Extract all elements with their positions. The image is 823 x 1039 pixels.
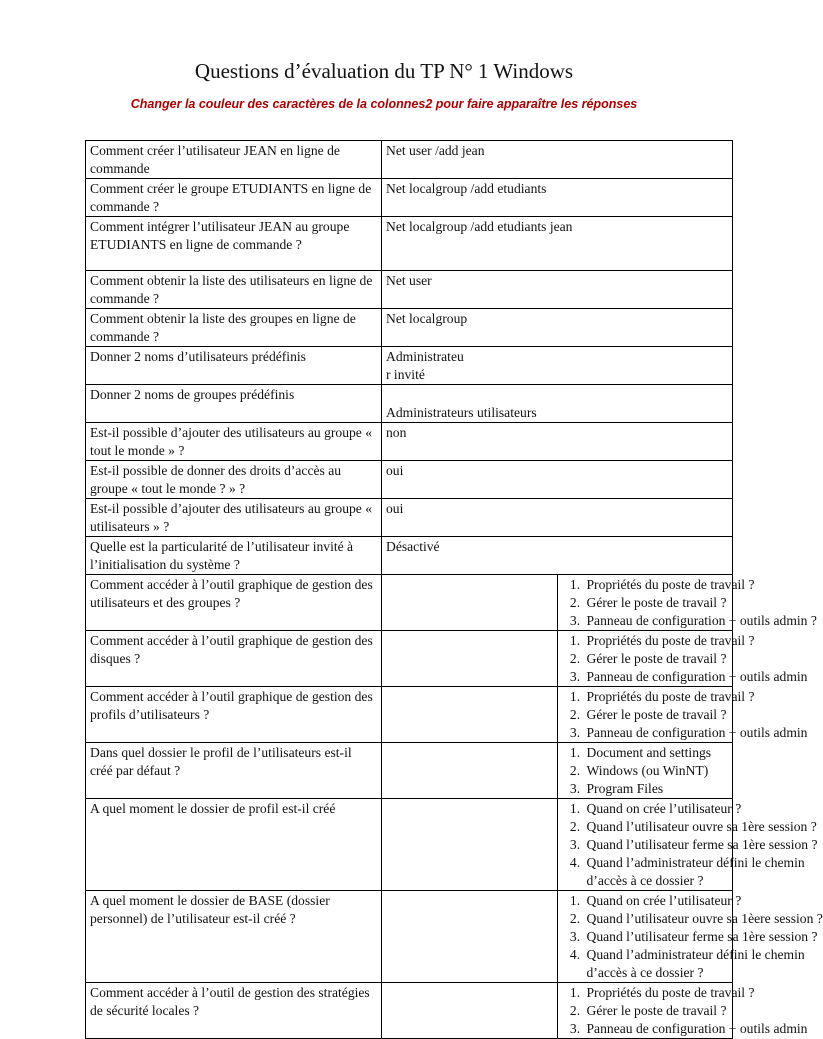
answer-options-cell [557, 575, 817, 631]
question-cell: Donner 2 noms d’utilisateurs prédéfinis [86, 347, 382, 385]
table-row [86, 385, 733, 423]
answer-option: 2. Gérer le poste de travail ? [584, 650, 729, 668]
answer-option: 3. Panneau de configuration + outils admin [584, 724, 729, 742]
answer-options-list [562, 632, 808, 686]
instruction-text: Changer la couleur des caractères de la colonnes2 pour faire apparaître les réponses [130, 97, 638, 111]
answer-option: 4. Quand l’administrateur défini le chemin [584, 946, 729, 964]
table-row [86, 891, 733, 983]
document-title: Questions d’évaluation du TP N° 1 Windows [194, 59, 574, 83]
table-row [86, 631, 733, 687]
table-row [86, 347, 733, 385]
answer-options-list [562, 688, 808, 742]
table-row [86, 179, 733, 217]
question-cell: Donner 2 noms de groupes prédéfinis [86, 385, 382, 423]
answer-cell: Administrateurs utilisateurs [382, 385, 733, 423]
question-cell: Comment obtenir la liste des groupes en ligne de commande ? [86, 309, 382, 347]
answer-spacer-cell [382, 799, 558, 891]
answer-options-cell [557, 743, 733, 799]
answer-spacer-cell [382, 687, 558, 743]
answer-option: 1. Quand on crée l’utilisateur ? [584, 800, 729, 818]
table-row [86, 461, 733, 499]
answer-options-cell [557, 631, 808, 687]
question-cell: Est-il possible d’ajouter des utilisateurs au groupe « tout le monde » ? [86, 423, 382, 461]
table-row [86, 537, 733, 575]
table-row [86, 499, 733, 537]
answer-option: 2. Gérer le poste de travail ? [584, 594, 729, 612]
answer-option: 1. Document and settings [584, 744, 729, 762]
answer-cell: Net user [382, 271, 733, 309]
answer-option: 1. Propriétés du poste de travail ? [584, 984, 729, 1002]
answer-options-cell [557, 983, 808, 1039]
question-cell: Comment accéder à l’outil graphique de gestion des utilisateurs et des groupes ? [86, 575, 382, 631]
answer-options-list [562, 984, 808, 1038]
answer-cell: Net localgroup /add etudiants [382, 179, 733, 217]
answer-option: 3. Quand l’utilisateur ferme sa 1ère session ? [584, 928, 729, 946]
answer-option: 3. Quand l’utilisateur ferme sa 1ère session ? [584, 836, 729, 854]
question-cell: Comment créer l’utilisateur JEAN en ligne de commande [86, 141, 382, 179]
table-row [86, 743, 733, 799]
qa-table [85, 140, 823, 1039]
qa-table-body [86, 141, 823, 1039]
answer-spacer-cell [382, 891, 558, 983]
table-row [86, 687, 733, 743]
answer-option: d’accès à ce dossier ? [586, 965, 704, 980]
question-cell: Comment obtenir la liste des utilisateurs en ligne de commande ? [86, 271, 382, 309]
answer-option: 3. Panneau de configuration + outils admin [584, 668, 729, 686]
answer-cell: Net localgroup [382, 309, 733, 347]
answer-cell: Administrateu r invité [382, 347, 733, 385]
question-cell: Dans quel dossier le profil de l’utilisateurs est-il créé par défaut ? [86, 743, 382, 799]
answer-option: 1. Propriétés du poste de travail ? [584, 632, 729, 650]
answer-options-cell [557, 891, 823, 983]
table-row [86, 309, 733, 347]
question-cell: Comment accéder à l’outil graphique de gestion des disques ? [86, 631, 382, 687]
answer-options-cell [557, 799, 818, 891]
answer-cell: Net localgroup /add etudiants jean [382, 217, 733, 271]
answer-spacer-cell [382, 631, 558, 687]
question-cell: Comment accéder à l’outil de gestion des stratégies de sécurité locales ? [86, 983, 382, 1039]
answer-option: 3. Program Files [584, 780, 729, 798]
answer-option: 2. Gérer le poste de travail ? [584, 706, 729, 724]
answer-option: 3. Panneau de configuration + outils admin [584, 1020, 729, 1038]
question-cell: Comment créer le groupe ETUDIANTS en ligne de commande ? [86, 179, 382, 217]
question-cell: Est-il possible d’ajouter des utilisateurs au groupe « utilisateurs » ? [86, 499, 382, 537]
answer-option: 3. Panneau de configuration + outils admin ? [584, 612, 729, 630]
question-cell: Comment accéder à l’outil graphique de gestion des profils d’utilisateurs ? [86, 687, 382, 743]
answer-option: d’accès à ce dossier ? [586, 873, 704, 888]
question-cell: Comment intégrer l’utilisateur JEAN au groupe ETUDIANTS en ligne de commande ? [86, 217, 382, 271]
answer-spacer-cell [382, 575, 558, 631]
question-cell: Est-il possible de donner des droits d’accès au groupe « tout le monde ? » ? [86, 461, 382, 499]
question-cell: A quel moment le dossier de profil est-il créé [86, 799, 382, 891]
answer-option: 2. Gérer le poste de travail ? [584, 1002, 729, 1020]
table-row [86, 271, 733, 309]
answer-options-cell [557, 687, 808, 743]
table-row [86, 423, 733, 461]
table-row [86, 141, 733, 179]
answer-cell: oui [382, 499, 733, 537]
table-row [86, 799, 733, 891]
table-row [86, 575, 733, 631]
answer-options-list [562, 576, 817, 630]
answer-spacer-cell [382, 743, 558, 799]
answer-options-list [562, 892, 823, 982]
answer-cell: non [382, 423, 733, 461]
answer-spacer-cell [382, 983, 558, 1039]
answer-cell: oui [382, 461, 733, 499]
answer-option: 1. Propriétés du poste de travail ? [584, 576, 729, 594]
answer-cell: Net user /add jean [382, 141, 733, 179]
question-cell: A quel moment le dossier de BASE (dossier personnel) de l’utilisateur est-il créé ? [86, 891, 382, 983]
answer-options-list [562, 800, 818, 890]
answer-options-list [562, 744, 729, 798]
answer-option: 2. Windows (ou WinNT) [584, 762, 729, 780]
answer-option: 1. Propriétés du poste de travail ? [584, 688, 729, 706]
answer-option: 2. Quand l’utilisateur ouvre sa 1èere session ? [584, 910, 729, 928]
answer-option: 2. Quand l’utilisateur ouvre sa 1ère session ? [584, 818, 729, 836]
answer-cell: Désactivé [382, 537, 733, 575]
answer-option: 1. Quand on crée l’utilisateur ? [584, 892, 729, 910]
table-row [86, 217, 733, 271]
question-cell: Quelle est la particularité de l’utilisateur invité à l’initialisation du système ? [86, 537, 382, 575]
table-row [86, 983, 733, 1039]
answer-option: 4. Quand l’administrateur défini le chemin [584, 854, 729, 872]
